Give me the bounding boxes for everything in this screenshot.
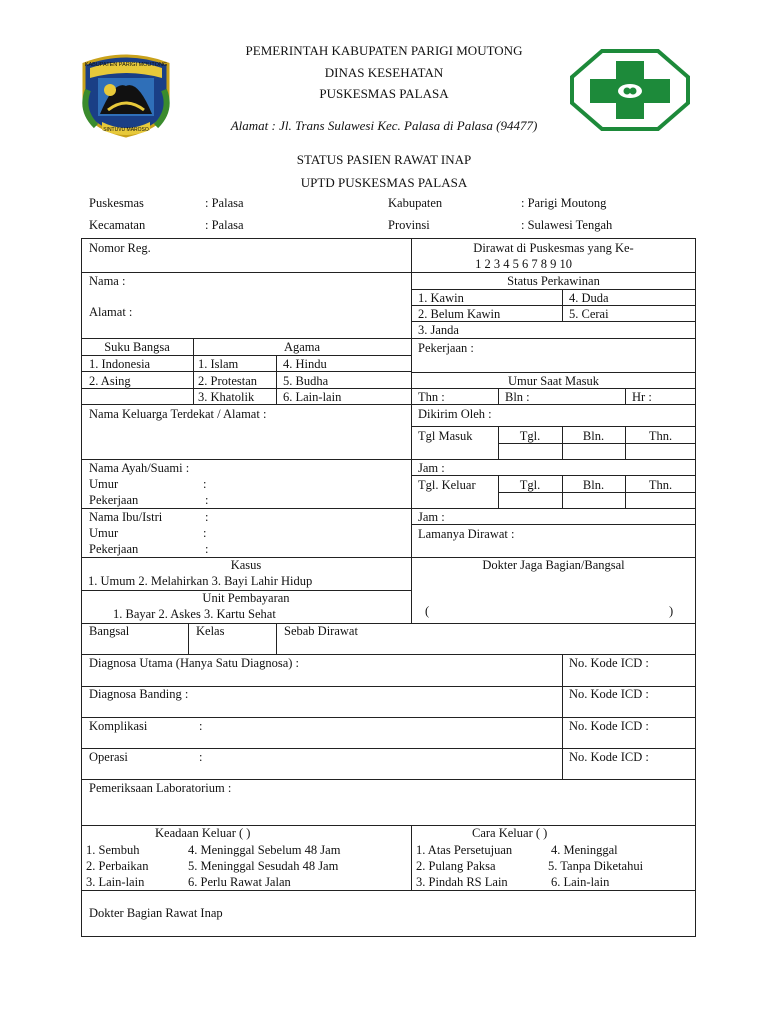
- grid-line: [188, 623, 189, 654]
- title-line1: STATUS PASIEN RAWAT INAP: [296, 152, 472, 167]
- unit-label: Unit Pembayaran: [202, 591, 290, 605]
- option-hindu[interactable]: 4. Hindu: [283, 357, 327, 371]
- ayah-pekerjaan-label: Pekerjaan: [89, 493, 139, 507]
- komplikasi-label: Komplikasi: [89, 719, 148, 733]
- pekerjaan-label: Pekerjaan :: [418, 341, 474, 355]
- option-rawat-jalan[interactable]: 6. Perlu Rawat Jalan: [188, 875, 291, 889]
- nama-label: Nama :: [89, 274, 126, 288]
- info-kecamatan-label: Kecamatan: [89, 218, 146, 232]
- option-cerai[interactable]: 5. Cerai: [569, 307, 609, 321]
- alamat-label: Alamat :: [89, 305, 133, 319]
- header-dept: DINAS KESEHATAN: [324, 65, 444, 80]
- umur-masuk-label: Umur Saat Masuk: [508, 374, 599, 388]
- info-provinsi-label: Provinsi: [388, 218, 430, 232]
- diag-banding-label: Diagnosa Banding :: [89, 687, 189, 701]
- info-provinsi-value: : Sulawesi Tengah: [521, 218, 613, 232]
- diag-utama-icd: No. Kode ICD :: [569, 656, 649, 670]
- bangsal-label: Bangsal: [89, 624, 130, 638]
- ibu-umur-colon: :: [203, 526, 207, 540]
- option-atas-persetujuan[interactable]: 1. Atas Persetujuan: [416, 843, 513, 857]
- title-line2: UPTD PUSKESMAS PALASA: [300, 175, 468, 190]
- option-islam[interactable]: 1. Islam: [198, 357, 239, 371]
- tgl-keluar-col-bln: Bln.: [582, 478, 605, 492]
- ibu-pekerjaan-label: Pekerjaan: [89, 542, 139, 556]
- keadaan-keluar-label: Keadaan Keluar ( ): [155, 826, 251, 840]
- grid-line: [81, 508, 696, 509]
- jam-keluar-label: Jam :: [418, 510, 445, 524]
- option-indonesia[interactable]: 1. Indonesia: [89, 357, 151, 371]
- grid-line: [411, 372, 696, 373]
- grid-line: [276, 623, 277, 654]
- info-kabupaten-value: : Parigi Moutong: [521, 196, 607, 210]
- option-budha[interactable]: 5. Budha: [283, 374, 329, 388]
- status-perkawinan-label: Status Perkawinan: [507, 274, 600, 288]
- hr-label: Hr :: [632, 390, 652, 404]
- option-janda[interactable]: 3. Janda: [418, 323, 459, 337]
- option-protestan[interactable]: 2. Protestan: [198, 374, 258, 388]
- info-puskesmas-value: : Palasa: [205, 196, 244, 210]
- operasi-label: Operasi: [89, 750, 128, 764]
- tgl-keluar-label: Tgl. Keluar: [418, 478, 476, 492]
- grid-line: [81, 654, 696, 655]
- header-address: Alamat : Jl. Trans Sulawesi Kec. Palasa di Palasa (94477): [230, 118, 538, 133]
- kasus-label: Kasus: [230, 558, 262, 572]
- grid-line: [81, 272, 696, 273]
- tgl-masuk-label: Tgl Masuk: [418, 429, 473, 443]
- option-sembuh[interactable]: 1. Sembuh: [86, 843, 140, 857]
- suku-bangsa-label: Suku Bangsa: [104, 340, 170, 354]
- grid-line: [81, 355, 411, 356]
- keluarga-label: Nama Keluarga Terdekat / Alamat :: [89, 407, 267, 421]
- thn-label: Thn :: [418, 390, 445, 404]
- diag-banding-icd: No. Kode ICD :: [569, 687, 649, 701]
- header-puskesmas: PUSKESMAS PALASA: [319, 86, 449, 101]
- ayah-pekerjaan-colon: :: [205, 493, 209, 507]
- ibu-label: Nama Ibu/Istri: [89, 510, 163, 524]
- tgl-keluar-col-thn: Thn.: [648, 478, 673, 492]
- diag-utama-label: Diagnosa Utama (Hanya Satu Diagnosa) :: [89, 656, 300, 670]
- svg-text:KABUPATEN PARIGI MOUTONG: KABUPATEN PARIGI MOUTONG: [84, 62, 168, 68]
- dokter-jaga-close: ): [669, 604, 674, 618]
- grid-line: [411, 524, 696, 525]
- option-khatolik[interactable]: 3. Khatolik: [198, 390, 255, 404]
- option-meninggal-sebelum[interactable]: 4. Meninggal Sebelum 48 Jam: [188, 843, 341, 857]
- tgl-masuk-col-bln: Bln.: [582, 429, 605, 443]
- dokter-jaga-open: (: [425, 604, 430, 618]
- dokter-jaga-label: Dokter Jaga Bagian/Bangsal: [482, 558, 625, 572]
- nomor-reg-label: Nomor Reg.: [89, 241, 151, 255]
- option-pulang-paksa[interactable]: 2. Pulang Paksa: [416, 859, 496, 873]
- jam-masuk-label: Jam :: [418, 461, 445, 475]
- cara-keluar-label: Cara Keluar ( ): [472, 826, 548, 840]
- tgl-keluar-col-tgl: Tgl.: [519, 478, 541, 492]
- option-perbaikan[interactable]: 2. Perbaikan: [86, 859, 149, 873]
- bln-label: Bln :: [505, 390, 530, 404]
- option-lain-agama[interactable]: 6. Lain-lain: [283, 390, 342, 404]
- tgl-masuk-col-thn: Thn.: [648, 429, 673, 443]
- grid-line: [411, 289, 696, 290]
- operasi-colon: :: [199, 750, 203, 764]
- header-address-wrap: [0, 118, 768, 134]
- option-belum-kawin[interactable]: 2. Belum Kawin: [418, 307, 501, 321]
- grid-line: [411, 825, 412, 890]
- ibu-colon: :: [205, 510, 209, 524]
- lamanya-label: Lamanya Dirawat :: [418, 527, 515, 541]
- lab-label: Pemeriksaan Laboratorium :: [89, 781, 232, 795]
- grid-line: [81, 748, 696, 749]
- grid-line: [81, 459, 696, 460]
- svg-text:SINTUVU MAROSO: SINTUVU MAROSO: [103, 127, 149, 133]
- dirawat-label: Dirawat di Puskesmas yang Ke-: [473, 241, 634, 255]
- option-lain-keadaan[interactable]: 3. Lain-lain: [86, 875, 145, 889]
- dikirim-label: Dikirim Oleh :: [418, 407, 492, 421]
- grid-line: [562, 654, 563, 779]
- dokter-bagian-label: Dokter Bagian Rawat Inap: [89, 906, 223, 920]
- ayah-label: Nama Ayah/Suami :: [89, 461, 190, 475]
- option-pindah-rs[interactable]: 3. Pindah RS Lain: [416, 875, 508, 889]
- grid-line: [81, 404, 696, 405]
- sebab-label: Sebab Dirawat: [284, 624, 358, 638]
- ibu-pekerjaan-colon: :: [205, 542, 209, 556]
- info-puskesmas-label: Puskesmas: [89, 196, 144, 210]
- tgl-masuk-col-tgl: Tgl.: [519, 429, 541, 443]
- grid-line: [81, 717, 696, 718]
- option-duda[interactable]: 4. Duda: [569, 291, 609, 305]
- option-meninggal-sesudah[interactable]: 5. Meninggal Sesudah 48 Jam: [188, 859, 339, 873]
- option-asing[interactable]: 2. Asing: [89, 374, 131, 388]
- ayah-umur-label: Umur: [89, 477, 119, 491]
- dirawat-numbers[interactable]: 1 2 3 4 5 6 7 8 9 10: [475, 257, 572, 271]
- operasi-icd: No. Kode ICD :: [569, 750, 649, 764]
- grid-line: [81, 338, 696, 339]
- komplikasi-colon: :: [199, 719, 203, 733]
- option-lain-cara[interactable]: 6. Lain-lain: [551, 875, 610, 889]
- grid-line: [625, 388, 626, 404]
- ibu-umur-label: Umur: [89, 526, 119, 540]
- grid-line: [411, 475, 696, 476]
- agama-label: Agama: [283, 340, 321, 354]
- grid-line: [411, 426, 696, 427]
- grid-line: [81, 779, 696, 780]
- grid-line: [498, 388, 499, 404]
- grid-line: [562, 289, 563, 322]
- grid-line: [81, 623, 696, 624]
- unit-options[interactable]: 1. Bayar 2. Askes 3. Kartu Sehat: [113, 607, 276, 621]
- kasus-options[interactable]: 1. Umum 2. Melahirkan 3. Bayi Lahir Hidup: [88, 574, 313, 588]
- info-kecamatan-value: : Palasa: [205, 218, 244, 232]
- kelas-label: Kelas: [196, 624, 225, 638]
- option-kawin[interactable]: 1. Kawin: [418, 291, 464, 305]
- komplikasi-icd: No. Kode ICD :: [569, 719, 649, 733]
- info-kabupaten-label: Kabupaten: [388, 196, 443, 210]
- option-tanpa-diketahui[interactable]: 5. Tanpa Diketahui: [548, 859, 644, 873]
- grid-line: [81, 890, 696, 891]
- header-gov: PEMERINTAH KABUPATEN PARIGI MOUTONG: [245, 43, 523, 58]
- grid-line: [276, 355, 277, 404]
- option-meninggal[interactable]: 4. Meninggal: [551, 843, 618, 857]
- ayah-umur-colon: :: [203, 477, 207, 491]
